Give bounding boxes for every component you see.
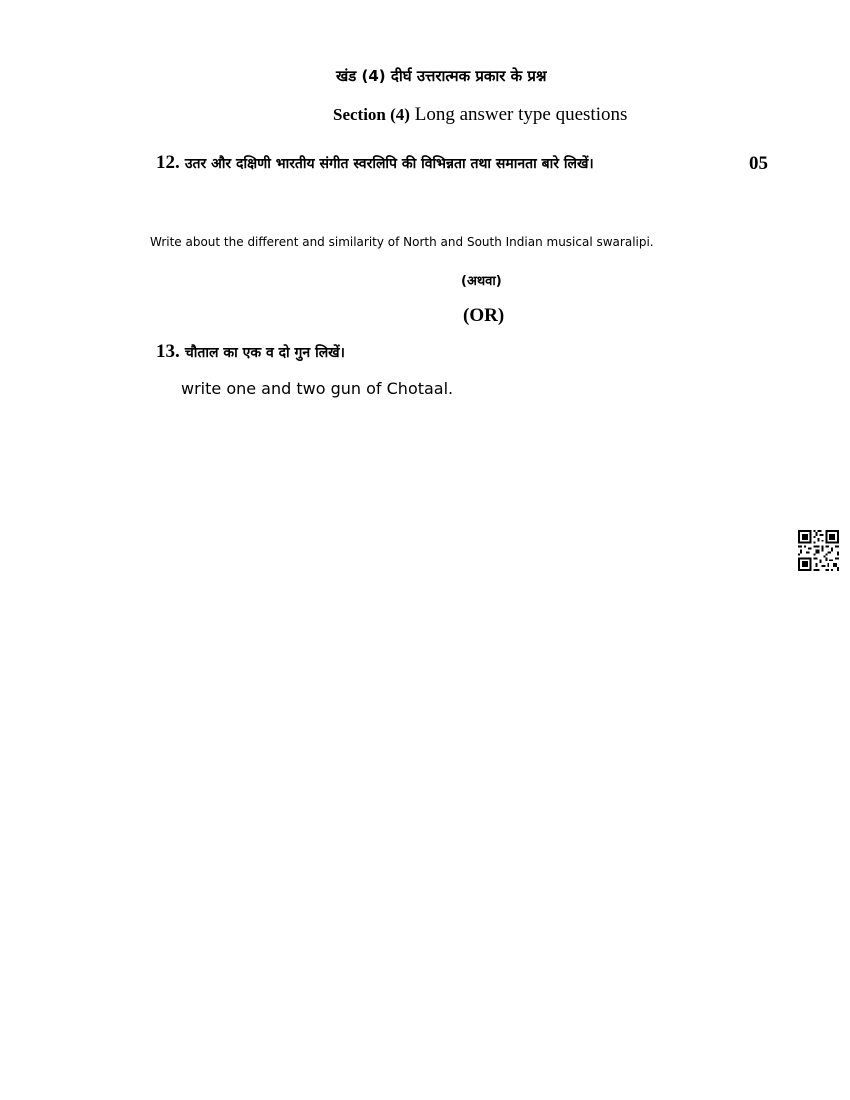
question-text-hindi: उतर और दक्षिणी भारतीय संगीत स्वरलिपि की विभिन्नता तथा समानता बारे लिखें। — [184, 156, 594, 172]
question-12-marks: 05 — [749, 153, 768, 174]
question-13-english: write one and two gun of Chotaal. — [181, 379, 454, 398]
question-12-hindi — [156, 152, 594, 174]
question-12-english: Write about the different and similarity of North and South Indian musical swaralipi. — [150, 235, 654, 249]
question-13-hindi — [156, 341, 345, 363]
question-text-hindi: चौताल का एक व दो गुन लिखें। — [184, 345, 345, 361]
section-heading-english — [333, 104, 627, 126]
section-label: Section (4) — [333, 105, 410, 124]
or-separator-english: (OR) — [463, 305, 505, 326]
qr-code-icon — [798, 530, 839, 571]
or-separator-hindi: (अथवा) — [461, 274, 502, 289]
section-heading-hindi: खंड (4) दीर्घ उत्तरात्मक प्रकार के प्रश्न — [336, 67, 547, 85]
question-number: 12. — [156, 152, 180, 173]
question-number: 13. — [156, 341, 180, 362]
section-title: Long answer type questions — [414, 104, 628, 125]
